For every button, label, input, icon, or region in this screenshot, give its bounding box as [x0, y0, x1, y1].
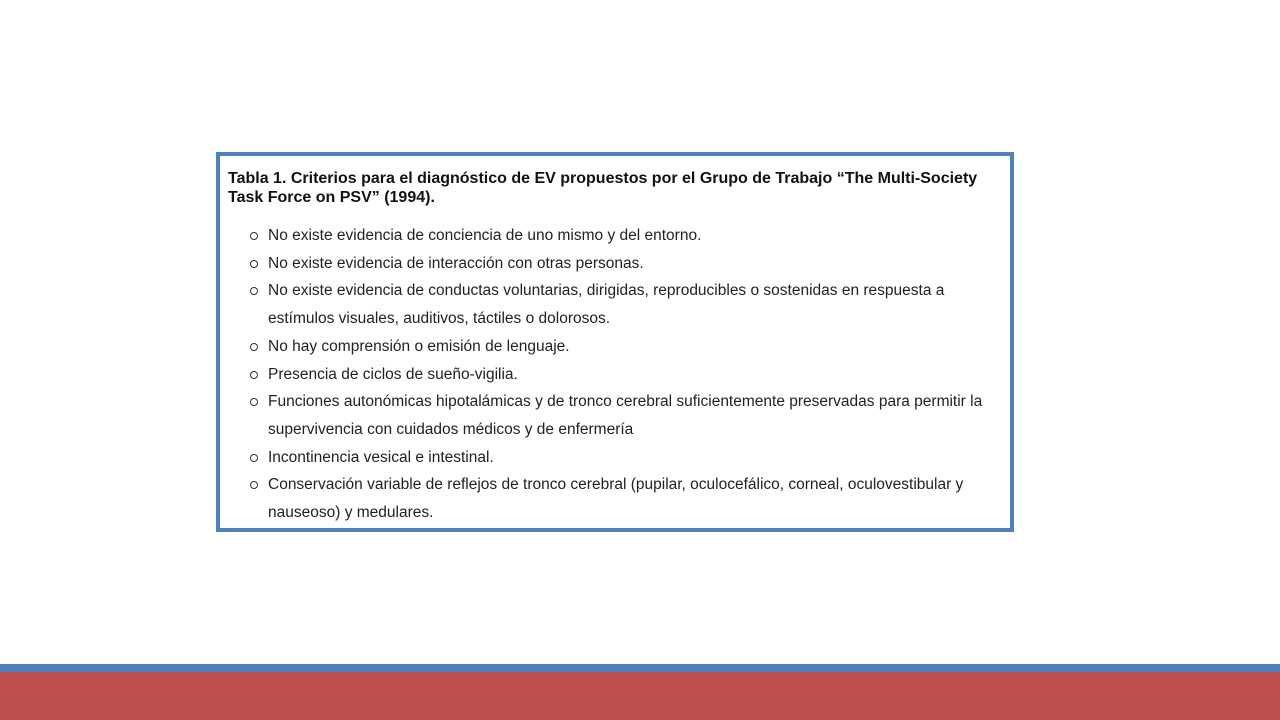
criteria-list — [220, 222, 1010, 527]
circle-bullet-icon — [250, 260, 258, 268]
list-item-text: Funciones autonómicas hipotalámicas y de tronco cerebral suficientemente preservadas para permitir la supervivencia con cuidados médicos y de enfermería — [268, 393, 983, 438]
list-item — [220, 444, 1010, 472]
circle-bullet-icon — [250, 287, 258, 295]
list-item — [220, 250, 1010, 278]
list-item — [220, 471, 1010, 526]
list-item-text: Presencia de ciclos de sueño-vigilia. — [268, 365, 518, 383]
circle-bullet-icon — [250, 371, 258, 379]
circle-bullet-icon — [250, 398, 258, 406]
circle-bullet-icon — [250, 481, 258, 489]
list-item-text: No existe evidencia de conductas voluntarias, dirigidas, reproducibles o sostenidas en respuesta a estímulos visuales, auditivos, táctiles o dolorosos. — [268, 282, 945, 328]
criteria-table-box — [216, 152, 1014, 532]
footer-accent-bar — [0, 664, 1280, 672]
list-item-text: No hay comprensión o emisión de lenguaje. — [268, 337, 570, 355]
footer-bar — [0, 672, 1280, 720]
circle-bullet-icon — [250, 454, 258, 462]
list-item — [220, 388, 1010, 443]
list-item-text: Conservación variable de reflejos de tronco cerebral (pupilar, oculocefálico, corneal, oculovestibular y nauseoso) y medulares. — [268, 476, 964, 522]
list-item-text: No existe evidencia de interacción con otras personas. — [268, 254, 644, 272]
list-item — [220, 222, 1010, 250]
list-item — [220, 277, 1010, 332]
list-item-text: Incontinencia vesical e intestinal. — [268, 448, 494, 466]
circle-bullet-icon — [250, 232, 258, 240]
list-item-text: No existe evidencia de conciencia de uno mismo y del entorno. — [268, 227, 702, 244]
list-item — [220, 333, 1010, 361]
table-title: Tabla 1. Criterios para el diagnóstico de EV propuestos por el Grupo de Trabajo “The Multi-Society Task Force on PSV” (1994). — [228, 170, 978, 206]
circle-bullet-icon — [250, 343, 258, 351]
list-item — [220, 361, 1010, 389]
